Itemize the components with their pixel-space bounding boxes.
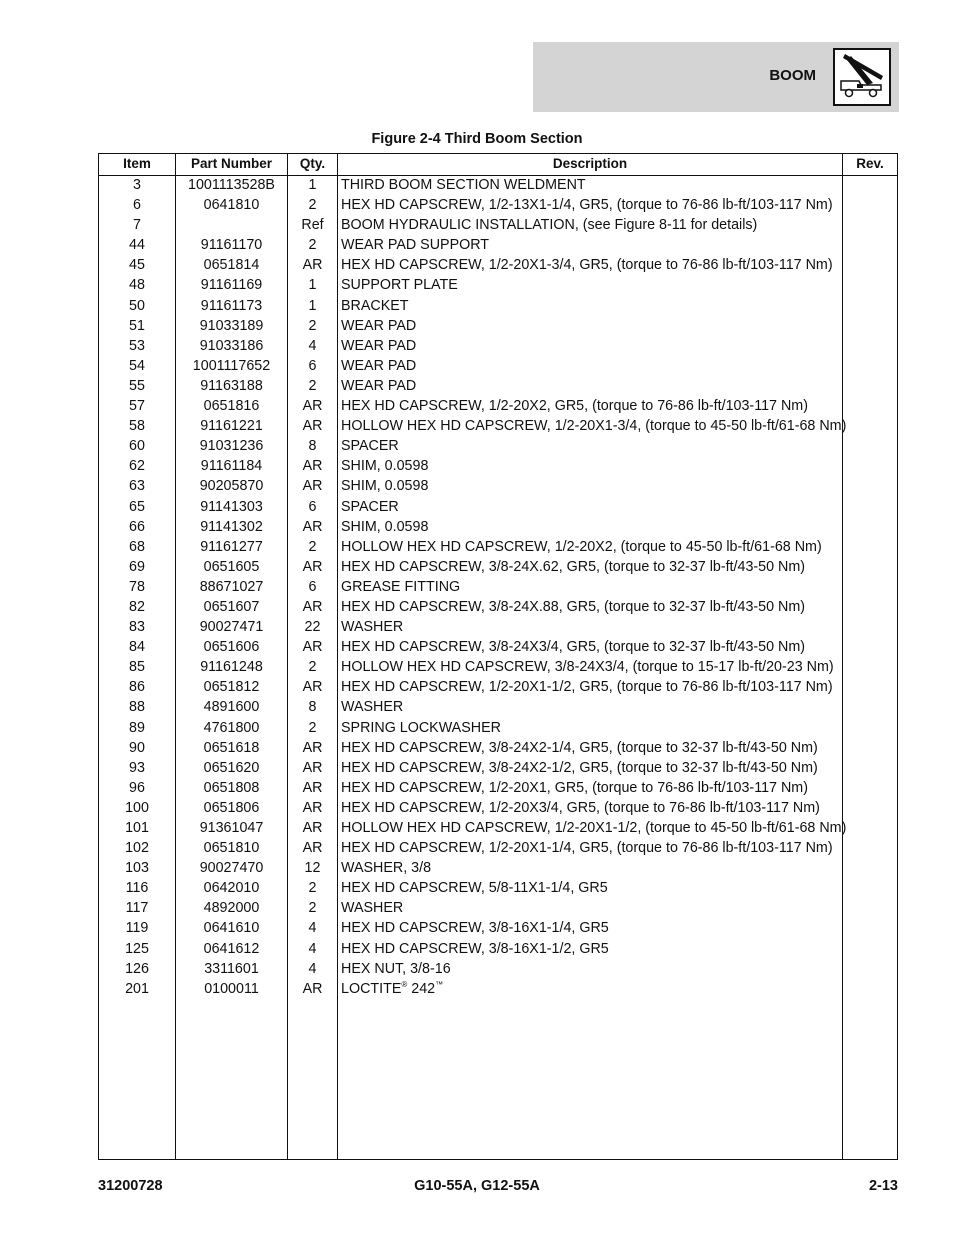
item-cell: 62 — [129, 458, 145, 475]
description-cell — [341, 175, 841, 195]
item-cell: 125 — [125, 940, 149, 957]
qty-cell: AR — [302, 779, 323, 796]
part-number-cell: 91161184 — [200, 458, 263, 475]
description-cell — [341, 476, 841, 496]
description-cell — [341, 979, 841, 999]
boom-lift-icon — [833, 48, 891, 106]
description-cell — [341, 838, 841, 858]
item-cell: 65 — [129, 498, 145, 515]
item-cell: 63 — [129, 478, 145, 495]
table-row — [99, 436, 897, 456]
item-cell: 84 — [129, 639, 145, 656]
description-text: HOLLOW HEX HD CAPSCREW, 3/8-24X3/4, (torque to 15-17 lb-ft/20-23 Nm) — [341, 659, 834, 676]
table-row — [99, 215, 897, 235]
part-number-cell: 91161173 — [200, 297, 263, 314]
item-cell: 58 — [129, 418, 145, 435]
table-row — [99, 939, 897, 959]
qty-cell: AR — [302, 518, 323, 535]
table-row — [99, 959, 897, 979]
part-number-cell: 4892000 — [203, 900, 260, 917]
qty-cell: AR — [302, 598, 323, 615]
table-row — [99, 376, 897, 396]
table-row — [99, 898, 897, 918]
table-row — [99, 497, 897, 517]
table-row — [99, 758, 897, 778]
item-cell: 117 — [125, 900, 149, 917]
description-cell — [341, 657, 841, 677]
part-number-cell: 91161169 — [200, 277, 263, 294]
item-cell: 201 — [125, 980, 149, 997]
description-cell — [341, 858, 841, 878]
qty-cell: 4 — [308, 337, 317, 354]
item-cell: 100 — [125, 799, 149, 816]
description-text: WEAR PAD — [341, 357, 417, 374]
part-number-cell: 91033189 — [199, 317, 264, 334]
part-number-cell: 90027470 — [199, 860, 264, 877]
description-cell — [341, 798, 841, 818]
part-number-cell: 0651816 — [203, 398, 260, 415]
item-cell: 54 — [129, 357, 145, 374]
item-cell: 57 — [129, 398, 145, 415]
qty-cell: AR — [302, 398, 323, 415]
description-text: WEAR PAD SUPPORT — [341, 237, 490, 254]
description-text: WEAR PAD — [341, 377, 417, 394]
part-number-cell: 0651606 — [203, 639, 260, 656]
item-cell: 66 — [129, 518, 145, 535]
description-text: WASHER — [341, 619, 404, 636]
qty-cell: 6 — [308, 578, 317, 595]
table-row — [99, 637, 897, 657]
description-cell — [341, 376, 841, 396]
table-row — [99, 718, 897, 738]
item-cell: 88 — [129, 699, 145, 716]
qty-cell: 2 — [308, 317, 317, 334]
part-number-cell: 0651814 — [203, 257, 260, 274]
table-row — [99, 476, 897, 496]
description-text: HEX HD CAPSCREW, 3/8-24X2-1/4, GR5, (torque to 32-37 lb-ft/43-50 Nm) — [341, 739, 818, 756]
description-cell — [341, 577, 841, 597]
part-number-cell: 91361047 — [199, 820, 264, 836]
page-number: 2-13 — [868, 1178, 898, 1194]
table-row — [99, 356, 897, 376]
item-cell: 51 — [129, 317, 145, 334]
description-cell — [341, 818, 847, 838]
item-cell: 86 — [129, 679, 145, 696]
qty-cell: AR — [302, 820, 323, 836]
description-cell — [341, 597, 841, 617]
qty-cell: 4 — [308, 960, 317, 977]
part-number-cell: 0642010 — [203, 880, 260, 897]
column-header-part-number: Part Number — [190, 156, 273, 171]
description-text: HEX HD CAPSCREW, 1/2-20X1-1/2, GR5, (torque to 76-86 lb-ft/103-117 Nm) — [341, 679, 833, 696]
description-cell — [341, 356, 841, 376]
part-number-cell: 91161221 — [200, 418, 263, 435]
description-text: SPRING LOCKWASHER — [341, 719, 501, 736]
description-cell — [341, 215, 841, 235]
qty-cell: 12 — [304, 860, 321, 877]
table-row — [99, 255, 897, 275]
item-cell: 90 — [129, 739, 145, 756]
table-row — [99, 557, 897, 577]
qty-cell: 2 — [308, 880, 317, 897]
item-cell: 78 — [129, 578, 145, 595]
description-cell — [341, 316, 841, 336]
table-row — [99, 878, 897, 898]
section-header — [533, 42, 899, 112]
description-text: SPACER — [341, 438, 399, 455]
qty-cell: 2 — [308, 719, 317, 736]
description-cell — [341, 296, 841, 316]
description-text: HOLLOW HEX HD CAPSCREW, 1/2-20X1-3/4, (torque to 45-50 lb-ft/61-68 Nm) — [341, 418, 847, 435]
part-number-cell: 0651806 — [203, 799, 260, 816]
description-text: LOCTITE — [341, 980, 402, 997]
description-text: BOOM HYDRAULIC INSTALLATION, (see Figure 8-11 for details) — [341, 217, 758, 234]
part-number-cell: 91163188 — [200, 377, 263, 394]
item-cell: 69 — [129, 558, 145, 575]
section-title: BOOM — [769, 67, 816, 84]
description-cell — [341, 517, 841, 537]
table-row — [99, 979, 897, 999]
table-row — [99, 275, 897, 295]
description-text: WEAR PAD — [341, 317, 417, 334]
qty-cell: 2 — [308, 538, 317, 555]
part-number-cell: 0641610 — [203, 920, 260, 937]
table-row — [99, 235, 897, 255]
model-numbers: G10-55A, G12-55A — [414, 1178, 540, 1194]
part-number-cell: 91141302 — [200, 518, 263, 535]
description-cell — [341, 918, 841, 938]
item-cell: 82 — [129, 598, 145, 615]
part-number-cell: 4891600 — [203, 699, 260, 716]
description-cell — [341, 878, 841, 898]
qty-cell: AR — [302, 558, 323, 575]
table-row — [99, 918, 897, 938]
part-number-cell: 91161170 — [200, 237, 263, 254]
description-cell — [341, 255, 841, 275]
qty-cell: 8 — [308, 699, 317, 716]
description-cell — [341, 898, 841, 918]
trademark-mark: ™ — [435, 979, 444, 989]
description-cell — [341, 537, 841, 557]
table-row — [99, 738, 897, 758]
description-cell — [341, 939, 841, 959]
part-number-cell: 91033186 — [199, 337, 264, 354]
table-row — [99, 296, 897, 316]
description-text: SHIM, 0.0598 — [341, 518, 429, 535]
table-row — [99, 577, 897, 597]
item-cell: 102 — [125, 840, 149, 857]
item-cell: 53 — [129, 337, 145, 354]
description-cell — [341, 275, 841, 295]
description-cell — [341, 617, 841, 637]
part-number-cell: 0651605 — [203, 558, 260, 575]
parts-table — [98, 153, 898, 1160]
qty-cell: 4 — [308, 920, 317, 937]
description-text: WASHER — [341, 900, 404, 917]
registered-mark: ® — [401, 979, 408, 989]
item-cell: 85 — [129, 659, 145, 676]
description-text: HEX HD CAPSCREW, 1/2-20X3/4, GR5, (torque to 76-86 lb-ft/103-117 Nm) — [341, 799, 820, 816]
description-cell — [341, 778, 841, 798]
qty-cell: 1 — [308, 297, 317, 314]
item-cell: 93 — [129, 759, 145, 776]
part-number-cell: 0651607 — [203, 598, 260, 615]
description-cell — [341, 396, 841, 416]
table-row — [99, 798, 897, 818]
item-cell: 50 — [129, 297, 145, 314]
column-header-item: Item — [123, 156, 151, 171]
description-text: HEX HD CAPSCREW, 1/2-20X1-1/4, GR5, (torque to 76-86 lb-ft/103-117 Nm) — [341, 840, 833, 857]
part-number-cell: 88671027 — [199, 578, 264, 595]
item-cell: 45 — [129, 257, 145, 274]
description-text: HEX HD CAPSCREW, 1/2-20X2, GR5, (torque to 76-86 lb-ft/103-117 Nm) — [341, 398, 808, 415]
table-row — [99, 838, 897, 858]
item-cell: 3 — [133, 177, 141, 193]
part-number-cell: 91161277 — [200, 538, 263, 555]
qty-cell: 2 — [308, 900, 317, 917]
part-number-cell: 3311601 — [204, 960, 259, 977]
item-cell: 103 — [125, 860, 149, 877]
description-text: WASHER — [341, 699, 404, 716]
table-row — [99, 597, 897, 617]
item-cell: 83 — [129, 619, 145, 636]
table-row — [99, 537, 897, 557]
description-cell — [341, 697, 841, 717]
table-row — [99, 818, 897, 838]
item-cell: 116 — [125, 880, 149, 897]
description-text: THIRD BOOM SECTION WELDMENT — [341, 177, 586, 193]
description-text: HEX HD CAPSCREW, 1/2-13X1-1/4, GR5, (torque to 76-86 lb-ft/103-117 Nm) — [341, 197, 833, 214]
description-text: BRACKET — [341, 297, 409, 314]
description-text: HEX HD CAPSCREW, 3/8-24X2-1/2, GR5, (torque to 32-37 lb-ft/43-50 Nm) — [341, 759, 818, 776]
part-number-cell: 4761800 — [203, 719, 260, 736]
qty-cell: AR — [302, 739, 323, 756]
qty-cell: 8 — [308, 438, 317, 455]
part-number-cell: 90205870 — [199, 478, 264, 495]
part-number-cell: 0651808 — [203, 779, 260, 796]
description-text: HOLLOW HEX HD CAPSCREW, 1/2-20X1-1/2, (torque to 45-50 lb-ft/61-68 Nm) — [341, 820, 847, 836]
description-text: SHIM, 0.0598 — [341, 458, 429, 475]
description-text: HEX HD CAPSCREW, 3/8-24X3/4, GR5, (torque to 32-37 lb-ft/43-50 Nm) — [341, 639, 806, 656]
part-number-cell: 0651812 — [203, 679, 260, 696]
part-number-cell: 0100011 — [204, 980, 259, 997]
qty-cell: AR — [302, 799, 323, 816]
description-cell — [341, 959, 841, 979]
part-number-cell: 90027471 — [199, 619, 264, 636]
table-row — [99, 396, 897, 416]
description-text: HEX HD CAPSCREW, 3/8-24X.62, GR5, (torque to 32-37 lb-ft/43-50 Nm) — [341, 558, 806, 575]
item-cell: 60 — [129, 438, 145, 455]
description-cell — [341, 738, 841, 758]
item-cell: 7 — [133, 217, 141, 234]
part-number-cell: 1001113528B — [188, 177, 275, 193]
description-text: SUPPORT PLATE — [341, 277, 458, 294]
qty-cell: AR — [302, 980, 323, 997]
qty-cell: AR — [302, 840, 323, 857]
description-cell — [341, 416, 847, 436]
part-number-cell: 0641810 — [203, 197, 260, 214]
table-row — [99, 316, 897, 336]
qty-cell: AR — [302, 257, 323, 274]
description-tail: 242 — [407, 980, 436, 997]
column-header-qty: Qty. — [299, 156, 326, 171]
description-cell — [341, 195, 841, 215]
description-text: SHIM, 0.0598 — [341, 478, 429, 495]
item-cell: 89 — [129, 719, 145, 736]
item-cell: 68 — [129, 538, 145, 555]
table-row — [99, 617, 897, 637]
description-text: GREASE FITTING — [341, 578, 461, 595]
qty-cell: 2 — [308, 377, 317, 394]
column-header-description: Description — [552, 156, 628, 171]
description-cell — [341, 637, 841, 657]
description-text: HEX HD CAPSCREW, 1/2-20X1, GR5, (torque to 76-86 lb-ft/103-117 Nm) — [341, 779, 808, 796]
part-number-cell: 0651620 — [203, 759, 260, 776]
table-row — [99, 456, 897, 476]
description-text: HEX HD CAPSCREW, 1/2-20X1-3/4, GR5, (torque to 76-86 lb-ft/103-117 Nm) — [341, 257, 833, 274]
description-cell — [341, 436, 841, 456]
description-cell — [341, 557, 841, 577]
part-number-cell: 91161248 — [200, 659, 263, 676]
qty-cell: 2 — [308, 237, 317, 254]
table-row — [99, 858, 897, 878]
description-cell — [341, 718, 841, 738]
description-text: HEX HD CAPSCREW, 5/8-11X1-1/4, GR5 — [341, 880, 608, 897]
qty-cell: 6 — [308, 357, 317, 374]
description-text: HOLLOW HEX HD CAPSCREW, 1/2-20X2, (torque to 45-50 lb-ft/61-68 Nm) — [341, 538, 822, 555]
table-row — [99, 336, 897, 356]
description-cell — [341, 235, 841, 255]
table-row — [99, 416, 897, 436]
item-cell: 101 — [125, 820, 149, 836]
column-header-rev: Rev. — [856, 156, 884, 171]
qty-cell: AR — [302, 458, 323, 475]
qty-cell: 4 — [308, 940, 317, 957]
description-text: HEX NUT, 3/8-16 — [341, 960, 451, 977]
table-row — [99, 778, 897, 798]
qty-cell: AR — [302, 478, 323, 495]
table-row — [99, 517, 897, 537]
table-row — [99, 677, 897, 697]
description-cell — [341, 497, 841, 517]
table-body — [99, 175, 897, 999]
item-cell: 6 — [133, 197, 141, 214]
description-text: WASHER, 3/8 — [341, 860, 432, 877]
item-cell: 119 — [125, 920, 149, 937]
qty-cell: Ref — [301, 217, 324, 234]
item-cell: 126 — [125, 960, 149, 977]
part-number-cell: 0641612 — [203, 940, 260, 957]
qty-cell: 2 — [308, 659, 317, 676]
description-text: WEAR PAD — [341, 337, 417, 354]
description-cell — [341, 456, 841, 476]
part-number-cell: 91031236 — [199, 438, 264, 455]
description-text: HEX HD CAPSCREW, 3/8-16X1-1/4, GR5 — [341, 920, 609, 937]
qty-cell: AR — [302, 679, 323, 696]
item-cell: 55 — [129, 377, 145, 394]
description-cell — [341, 677, 841, 697]
part-number-cell: 0651810 — [203, 840, 260, 857]
table-row — [99, 175, 897, 195]
qty-cell: 1 — [308, 177, 317, 193]
table-row — [99, 697, 897, 717]
description-text: HEX HD CAPSCREW, 3/8-16X1-1/2, GR5 — [341, 940, 609, 957]
figure-title: Figure 2-4 Third Boom Section — [371, 131, 583, 147]
qty-cell: 6 — [308, 498, 317, 515]
qty-cell: 2 — [308, 197, 317, 214]
table-row — [99, 195, 897, 215]
qty-cell: 22 — [304, 619, 321, 636]
item-cell: 96 — [129, 779, 145, 796]
part-number-cell: 91141303 — [200, 498, 263, 515]
part-number-cell: 0651618 — [203, 739, 260, 756]
table-row — [99, 657, 897, 677]
description-cell — [341, 336, 841, 356]
description-cell — [341, 758, 841, 778]
item-cell: 48 — [129, 277, 145, 294]
qty-cell: AR — [302, 418, 323, 435]
qty-cell: AR — [302, 639, 323, 656]
description-text: HEX HD CAPSCREW, 3/8-24X.88, GR5, (torque to 32-37 lb-ft/43-50 Nm) — [341, 598, 806, 615]
qty-cell: AR — [302, 759, 323, 776]
part-number-cell: 1001117652 — [192, 357, 271, 374]
doc-number: 31200728 — [98, 1178, 163, 1194]
item-cell: 44 — [129, 237, 145, 254]
description-text: SPACER — [341, 498, 399, 515]
qty-cell: 1 — [308, 277, 317, 294]
